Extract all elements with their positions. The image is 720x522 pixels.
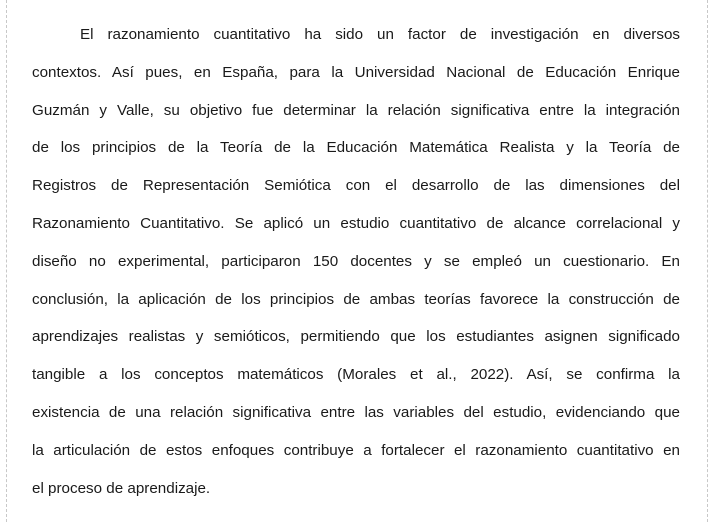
paragraph-line: diseño no experimental, participaron 150 docentes y se empleó un cuestionario. En: [32, 252, 680, 270]
paragraph-line: aprendizajes realistas y semióticos, permitiendo que los estudiantes asignen significado: [32, 328, 680, 346]
paragraph-line: contextos. Así pues, en España, para la Universidad Nacional de Educación Enrique: [32, 63, 680, 81]
paragraph-line: existencia de una relación significativa entre las variables del estudio, evidenciando que: [32, 403, 680, 421]
paragraph-line: conclusión, la aplicación de los principios de ambas teorías favorece la construcción de: [32, 290, 680, 308]
paragraph-line: Registros de Representación Semiótica con el desarrollo de las dimensiones del: [32, 177, 680, 195]
paragraph-line: El razonamiento cuantitativo ha sido un factor de investigación en diversos: [80, 26, 680, 43]
right-margin-guide: [707, 0, 708, 522]
paragraph-line: de los principios de la Teoría de la Educación Matemática Realista y la Teoría de: [32, 139, 680, 157]
paragraph-line: la articulación de estos enfoques contribuye a fortalecer el razonamiento cuantitativo en: [32, 441, 680, 459]
left-margin-guide: [6, 0, 7, 522]
paragraph-line: Guzmán y Valle, su objetivo fue determinar la relación significativa entre la integración: [32, 101, 680, 119]
paragraph-line: Razonamiento Cuantitativo. Se aplicó un estudio cuantitativo de alcance correlacional y: [32, 214, 680, 232]
paragraph-line: tangible a los conceptos matemáticos (Morales et al., 2022). Así, se confirma la: [32, 366, 680, 384]
paragraph-line: el proceso de aprendizaje.: [32, 479, 211, 497]
body-paragraph: [32, 16, 680, 507]
